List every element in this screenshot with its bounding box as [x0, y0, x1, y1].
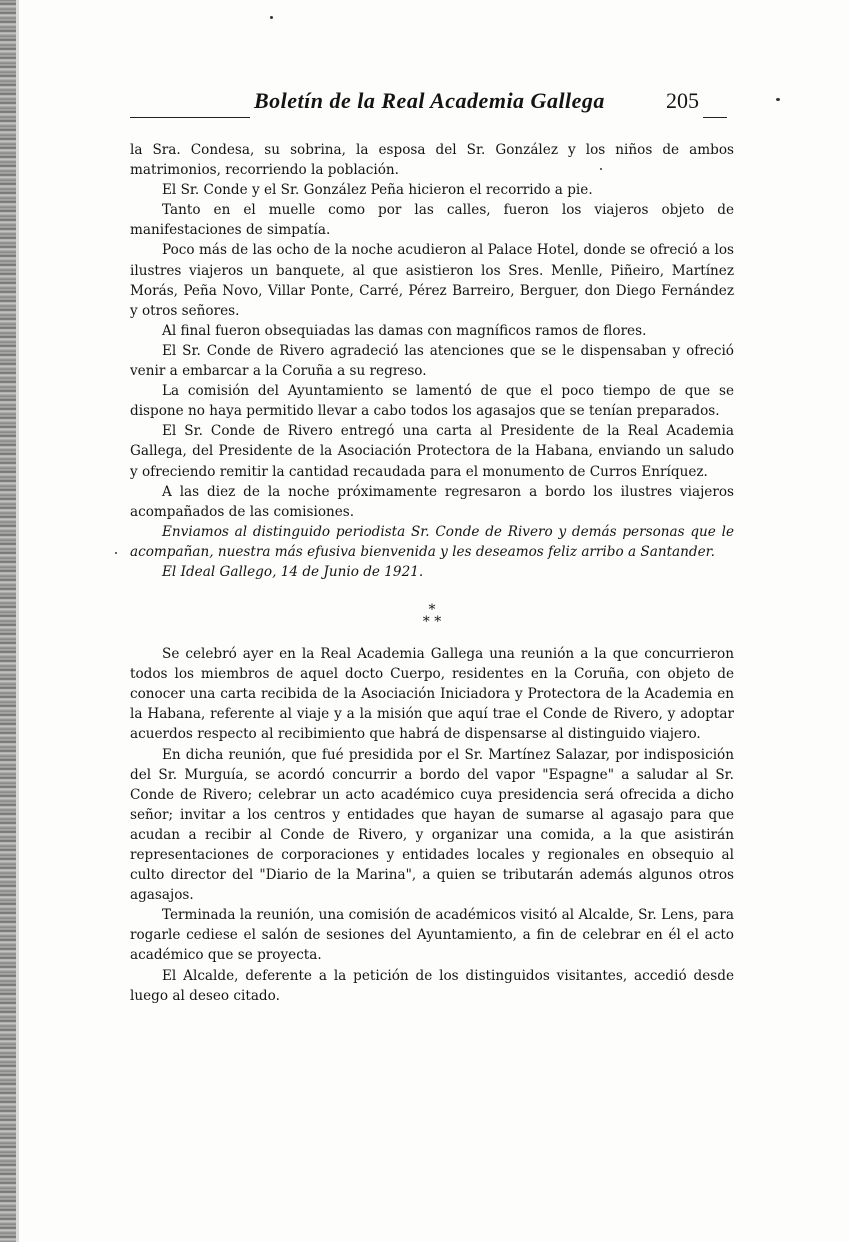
paragraph: En dicha reunión, que fué presidida por el Sr. Martínez Salazar, por indisposición del Sr. Murguía, se acordó concurrir a bordo del vapor "Espagne" a saludar al Sr. Conde de Rivero; celebrar un acto académico cuya presidencia será ofrecida a dicho señor; invitar a los centros y entidades que hayan de sumarse al agasajo para que acudan a recibir al Conde de Rivero, y organizar una comida, a la que asistirán representaciones de corporaciones y entidades locales y regionales en obsequio al culto director del "Diario de la Marina", a quien se tributarán además algunos otros agasajos.: [130, 746, 734, 904]
section-separator: [130, 602, 734, 631]
page-number: 205: [666, 88, 699, 113]
paragraph: Terminada la reunión, una comisión de académicos visitó al Alcalde, Sr. Lens, para rogarle cediese el salón de sesiones del Ayuntamiento, a fin de celebrar en él el acto académico que se proyecta.: [130, 907, 734, 964]
paragraph: A las diez de la noche próximamente regresaron a bordo los ilustres viajeros acompañados de las comisiones.: [130, 483, 734, 520]
print-speck: [115, 552, 117, 554]
print-speck: [600, 168, 602, 170]
print-speck: [776, 98, 780, 101]
text-column: [130, 140, 734, 1006]
print-speck: [270, 16, 273, 19]
paragraph: Poco más de las ocho de la noche acudieron al Palace Hotel, donde se ofreció a los ilustres viajeros un banquete, al que asistieron los Sres. Menlle, Piñeiro, Martínez Morás, Peña Novo, Villar Ponte, Carré, Pérez Barreiro, Berguer, don Diego Fernández y otros señores.: [130, 242, 734, 319]
asterisk-bottom: * *: [422, 614, 442, 631]
paragraph: El Sr. Conde y el Sr. González Peña hicieron el recorrido a pie.: [162, 182, 593, 199]
paragraph: El Sr. Conde de Rivero agradeció las atenciones que se le dispensaban y ofreció venir a embarcar a la Coruña a su regreso.: [130, 342, 734, 380]
closing-paragraph: Enviamos al distinguido periodista Sr. Conde de Rivero y demás personas que le acompañan, nuestra más efusiva bienvenida y les deseamos feliz arribo a Santander.: [130, 523, 734, 560]
running-header: [130, 88, 735, 122]
asterisk-top: *: [428, 602, 436, 619]
paragraph: Al final fueron obsequiadas las damas con magníficos ramos de flores.: [162, 322, 647, 339]
journal-title: Boletín de la Real Academia Gallega: [254, 88, 605, 113]
paragraph: La comisión del Ayuntamiento se lamentó de que el poco tiempo de que se dispone no haya permitido llevar a cabo todos los agasajos que se tenían preparados.: [130, 383, 734, 420]
page-gutter: [16, 0, 19, 1242]
header-rule-left: [130, 117, 250, 118]
book-binding-edge: [0, 0, 16, 1242]
source-citation: El Ideal Gallego, 14 de Junio de 1921.: [162, 563, 424, 580]
paragraph: El Sr. Conde de Rivero entregó una carta al Presidente de la Real Academia Gallega, del Presidente de la Asociación Protectora de la Habana, enviando un saludo y ofreciendo remitir la cantidad recaudada para el monumento de Curros Enríquez.: [130, 423, 734, 480]
header-rule-right: [703, 117, 727, 118]
paragraph: la Sra. Condesa, su sobrina, la esposa del Sr. González y los niños de ambos matrimonios, recorriendo la población.: [130, 142, 734, 179]
paragraph: El Alcalde, deferente a la petición de los distinguidos visitantes, accedió desde luego al deseo citado.: [130, 967, 734, 1004]
paragraph: Tanto en el muelle como por las calles, fueron los viajeros objeto de manifestaciones de simpatía.: [130, 202, 734, 239]
paragraph: Se celebró ayer en la Real Academia Gallega una reunión a la que concurrieron todos los miembros de aquel docto Cuerpo, residentes en la Coruña, con objeto de conocer una carta recibida de la Asociación Iniciadora y Protectora de la Academia en la Habana, referente al viaje y a la misión que aquí trae el Conde de Rivero, y adoptar acuerdos respecto al recibimiento que habrá de dispensarse al distinguido viajero.: [130, 646, 734, 743]
